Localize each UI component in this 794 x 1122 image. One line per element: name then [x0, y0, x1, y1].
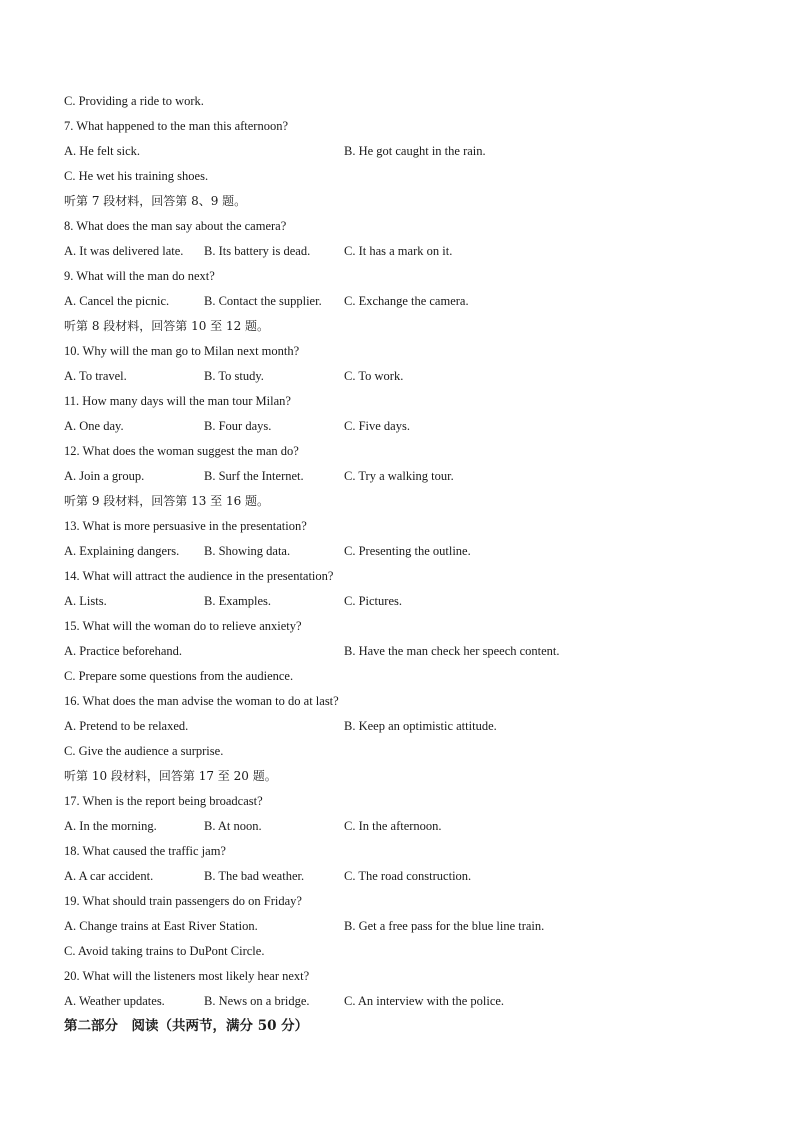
answer-option: A. Change trains at East River Station. — [64, 919, 258, 933]
options-row — [64, 642, 724, 660]
answer-option: B. Surf the Internet. — [204, 469, 304, 483]
answer-option: C. To work. — [344, 369, 404, 383]
question-text: 13. What is more persuasive in the presentation? — [64, 519, 307, 533]
answer-option: C. Presenting the outline. — [344, 544, 471, 558]
answer-option: A. Explaining dangers. — [64, 544, 180, 558]
options-row — [64, 292, 724, 310]
options-row — [64, 417, 724, 435]
options-row — [64, 917, 724, 935]
question-text: 12. What does the woman suggest the man do? — [64, 444, 299, 458]
question-text: 11. How many days will the man tour Milan? — [64, 394, 291, 408]
question-text: 15. What will the woman do to relieve anxiety? — [64, 619, 302, 633]
answer-option: B. News on a bridge. — [204, 994, 310, 1008]
answer-option: C. Prepare some questions from the audience. — [64, 669, 294, 683]
options-row — [64, 467, 724, 485]
answer-option: B. Four days. — [204, 419, 272, 433]
answer-option: C. The road construction. — [344, 869, 472, 883]
answer-option: B. Get a free pass for the blue line train. — [344, 919, 545, 933]
options-row — [64, 667, 724, 685]
section-title: 第二部分 阅读（共两节，满分 50 分） — [64, 1018, 309, 1034]
question-text: 17. When is the report being broadcast? — [64, 794, 263, 808]
question-text: 8. What does the man say about the camera? — [64, 219, 287, 233]
listening-instruction: 听第 9 段材料，回答第 13 至 16 题。 — [64, 494, 270, 508]
options-row — [64, 367, 724, 385]
answer-option: B. Showing data. — [204, 544, 291, 558]
answer-option: C. Providing a ride to work. — [64, 94, 204, 108]
options-row — [64, 592, 724, 610]
question-text: 20. What will the listeners most likely hear next? — [64, 969, 310, 983]
answer-option: C. Try a walking tour. — [344, 469, 454, 483]
answer-option: C. Give the audience a surprise. — [64, 744, 224, 758]
answer-option: B. He got caught in the rain. — [344, 144, 486, 158]
answer-option: B. Its battery is dead. — [204, 244, 311, 258]
answer-option: C. Exchange the camera. — [344, 294, 469, 308]
answer-option: C. In the afternoon. — [344, 819, 442, 833]
answer-option: C. Five days. — [344, 419, 410, 433]
options-row — [64, 942, 724, 960]
listening-instruction: 听第 10 段材料，回答第 17 至 20 题。 — [64, 769, 277, 783]
answer-option: B. Contact the supplier. — [204, 294, 322, 308]
options-row — [64, 817, 724, 835]
answer-option: A. Cancel the picnic. — [64, 294, 170, 308]
listening-instruction: 听第 8 段材料，回答第 10 至 12 题。 — [64, 319, 270, 333]
options-row — [64, 92, 724, 110]
answer-option: C. He wet his training shoes. — [64, 169, 209, 183]
options-row — [64, 867, 724, 885]
answer-option: B. Have the man check her speech content. — [344, 644, 560, 658]
answer-option: A. Lists. — [64, 594, 107, 608]
answer-option: A. In the morning. — [64, 819, 157, 833]
answer-option: A. Join a group. — [64, 469, 145, 483]
answer-option: A. He felt sick. — [64, 144, 141, 158]
answer-option: A. Practice beforehand. — [64, 644, 182, 658]
answer-option: C. Pictures. — [344, 594, 402, 608]
options-row — [64, 742, 724, 760]
question-text: 19. What should train passengers do on Friday? — [64, 894, 302, 908]
options-row — [64, 717, 724, 735]
answer-option: A. Weather updates. — [64, 994, 165, 1008]
answer-option: B. Examples. — [204, 594, 272, 608]
answer-option: A. It was delivered late. — [64, 244, 184, 258]
options-row — [64, 167, 724, 185]
answer-option: A. One day. — [64, 419, 124, 433]
answer-option: B. Keep an optimistic attitude. — [344, 719, 497, 733]
options-row — [64, 142, 724, 160]
question-text: 18. What caused the traffic jam? — [64, 844, 226, 858]
answer-option: B. To study. — [204, 369, 264, 383]
question-text: 7. What happened to the man this afternoon? — [64, 119, 289, 133]
listening-instruction: 听第 7 段材料，回答第 8、9 题。 — [64, 194, 247, 208]
question-text: 14. What will attract the audience in the presentation? — [64, 569, 334, 583]
question-text: 10. Why will the man go to Milan next month? — [64, 344, 300, 358]
answer-option: C. It has a mark on it. — [344, 244, 453, 258]
answer-option: B. The bad weather. — [204, 869, 305, 883]
answer-option: A. To travel. — [64, 369, 127, 383]
question-text: 9. What will the man do next? — [64, 269, 215, 283]
answer-option: C. An interview with the police. — [344, 994, 505, 1008]
question-text: 16. What does the man advise the woman to do at last? — [64, 694, 339, 708]
options-row — [64, 542, 724, 560]
options-row — [64, 242, 724, 260]
answer-option: B. At noon. — [204, 819, 262, 833]
options-row — [64, 992, 724, 1010]
answer-option: C. Avoid taking trains to DuPont Circle. — [64, 944, 265, 958]
answer-option: A. Pretend to be relaxed. — [64, 719, 189, 733]
answer-option: A. A car accident. — [64, 869, 154, 883]
